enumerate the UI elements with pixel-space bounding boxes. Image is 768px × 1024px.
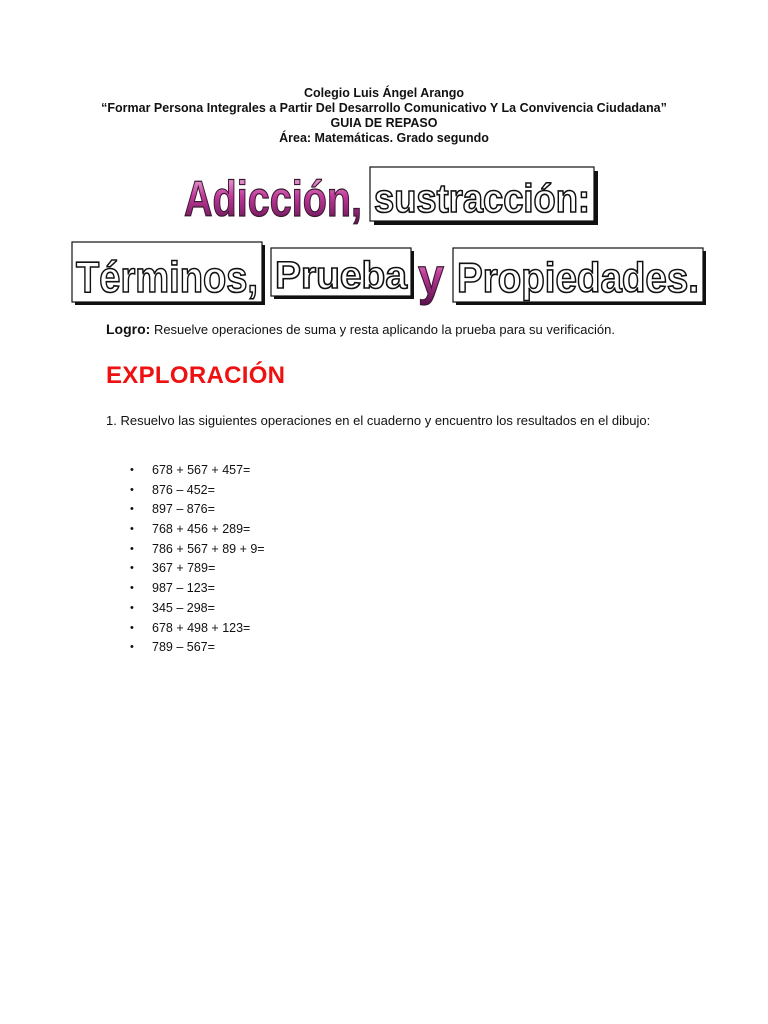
wordart-title-line2 [70,240,710,310]
list-item: • 678 + 498 + 123= [130,619,265,639]
operations-list [130,461,265,658]
bullet-icon: • [130,503,134,516]
title-word-y: y [418,248,445,306]
exercise-instruction: 1. Resuelvo las siguientes operaciones en el cuaderno y encuentro los resultados en el dibujo: [106,413,651,428]
title-word-propiedades: Propiedades. [457,254,699,301]
list-item: • 345 – 298= [130,599,265,619]
bullet-icon: • [130,601,134,614]
list-item: • 768 + 456 + 289= [130,520,265,540]
title-word-sustraccion: sustracción: [374,177,590,221]
list-item: • 786 + 567 + 89 + 9= [130,540,265,560]
bullet-icon: • [130,542,134,555]
learning-goal-label: Logro: [106,321,151,337]
list-item: • 678 + 567 + 457= [130,461,265,481]
list-item: • 789 – 567= [130,638,265,658]
bullet-icon: • [130,562,134,575]
bullet-icon: • [130,483,134,496]
learning-goal-text: Resuelve operaciones de suma y resta aplicando la prueba para su verificación. [150,322,615,337]
guide-title: GUIA DE REPASO [330,116,438,130]
list-item: • 897 – 876= [130,500,265,520]
school-name: Colegio Luis Ángel Arango [304,86,464,100]
bullet-icon: • [130,621,134,634]
list-item: • 367 + 789= [130,559,265,579]
bullet-icon: • [130,582,134,595]
title-word-adiccion: Adicción, [184,171,362,227]
school-motto: “Formar Persona Integrales a Partir Del Desarrollo Comunicativo Y La Convivencia Ciudadana” [101,101,667,115]
title-word-prueba: Prueba [275,255,408,297]
bullet-icon: • [130,523,134,536]
subject-area: Área: Matemáticas. Grado segundo [279,131,489,145]
document-header [0,86,768,146]
wordart-title-line1 [180,158,600,230]
section-heading-exploracion: EXPLORACIÓN [106,362,286,389]
bullet-icon: • [130,641,134,654]
list-item: • 876 – 452= [130,481,265,501]
title-word-terminos: Términos, [76,253,258,302]
list-item: • 987 – 123= [130,579,265,599]
learning-goal [106,321,726,338]
bullet-icon: • [130,464,134,476]
